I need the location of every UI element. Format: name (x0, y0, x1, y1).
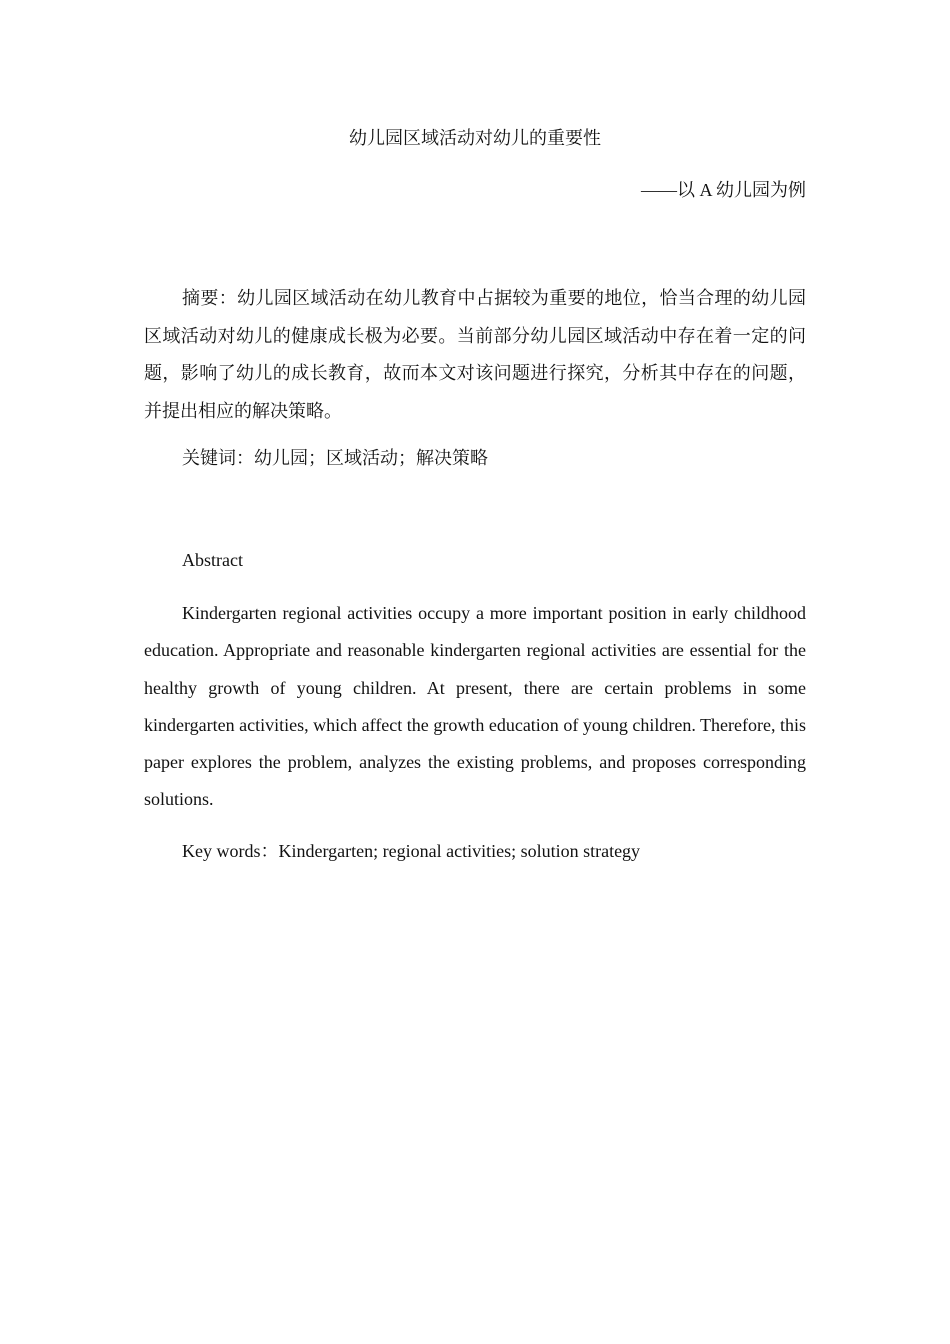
document-title: 幼儿园区域活动对幼儿的重要性 (349, 128, 601, 148)
english-abstract: Kindergarten regional activities occupy a more important position in early childhood education. Appropriate and reasonable kindergarten regional activities are essential for the healthy growth of young children. At present, there are certain problems in some kindergarten activities, which affect the growth education of young children. Therefore, this paper explores the problem, analyzes the existing problems, and proposes corresponding solutions. (144, 603, 806, 810)
chinese-keywords: 关键词：幼儿园；区域活动；解决策略 (182, 448, 488, 468)
english-abstract-heading: Abstract (182, 550, 243, 570)
chinese-abstract: 摘要：幼儿园区域活动在幼儿教育中占据较为重要的地位，恰当合理的幼儿园区域活动对幼儿的健康成长极为必要。当前部分幼儿园区域活动中存在着一定的问题，影响了幼儿的成长教育，故而本文对该问题进行探究，分析其中存在的问题，并提出相应的解决策略。 (144, 288, 806, 421)
document-subtitle: ——以 A 幼儿园为例 (640, 180, 806, 200)
english-keywords: Key words：Kindergarten; regional activities; solution strategy (182, 841, 641, 861)
